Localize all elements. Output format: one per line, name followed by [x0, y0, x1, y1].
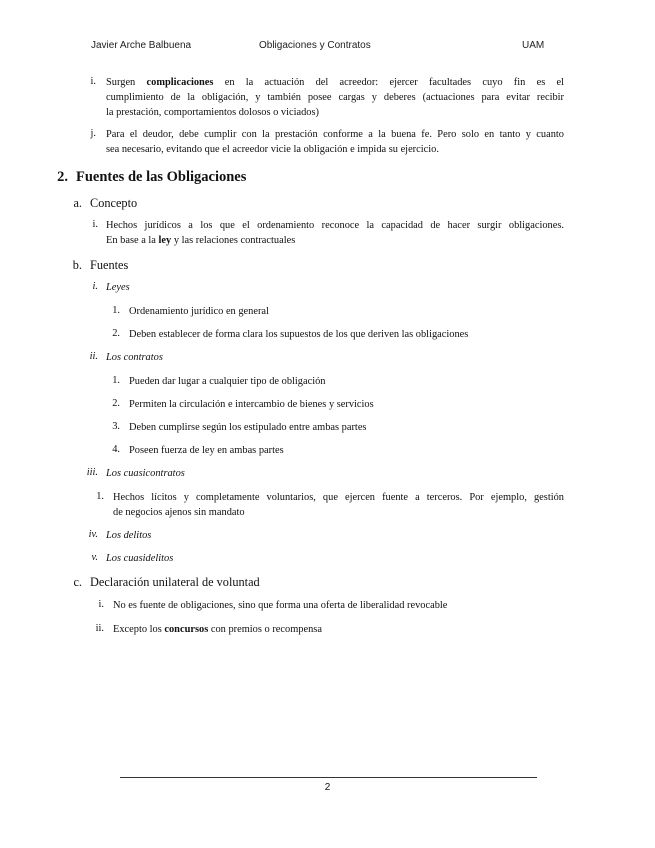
subsection-title: Fuentes — [90, 258, 129, 272]
paragraph-line: de negocios ajenos sin mandato — [113, 507, 245, 518]
paragraph-line: la prestación, comportamientos dolosos o viciados) — [106, 107, 319, 118]
bold-term: ley — [158, 235, 172, 246]
footer-divider — [120, 777, 537, 778]
list-marker: ii. — [89, 351, 98, 362]
subsection-marker: a. — [73, 196, 82, 210]
list-item: Deben cumplirse según los estipulado entre ambas partes — [129, 422, 367, 433]
paragraph-line: sea necesario, evitando que el acreedor vicie la obligación e impida su ejercicio. — [106, 144, 439, 155]
list-marker: 1. — [112, 305, 120, 316]
list-item: Poseen fuerza de ley en ambas partes — [129, 445, 284, 456]
list-item: Pueden dar lugar a cualquier tipo de obligación — [129, 376, 326, 387]
paragraph-line: Hechos jurídicos a los que el ordenamiento reconoce la capacidad de hacer surgir obligaciones. — [106, 220, 564, 231]
header-author: Javier Arche Balbuena — [91, 40, 192, 51]
list-item: Permiten la circulación e intercambio de bienes y servicios — [129, 399, 374, 410]
list-marker: j. — [90, 128, 96, 139]
list-marker: 2. — [112, 398, 120, 409]
paragraph-line: Para el deudor, debe cumplir con la prestación conforme a la buena fe. Pero solo en tanto y cuanto — [106, 129, 564, 140]
subheading-italic: Los cuasidelitos — [106, 553, 174, 564]
subheading-italic: Los delitos — [106, 530, 152, 541]
list-marker: i. — [98, 599, 104, 610]
paragraph-line: cumplimiento de la obligación, y también posee cargas y deberes (actuaciones para evitar recibir — [106, 92, 564, 103]
list-marker: 1. — [96, 491, 104, 502]
page-number: 2 — [324, 782, 331, 793]
list-marker: ii. — [95, 623, 104, 634]
section-number: 2. — [57, 169, 68, 185]
header-title: Obligaciones y Contratos — [259, 40, 371, 51]
subsection-title: Concepto — [90, 196, 138, 210]
paragraph-line: Surgen complicaciones en la actuación del acreedor: ejercer facultades cuyo fin es el — [106, 77, 564, 88]
list-item: Excepto los concursos con premios o recompensa — [113, 624, 322, 635]
list-marker: 4. — [112, 444, 120, 455]
subheading-italic: Los cuasicontratos — [106, 468, 185, 479]
list-marker: iv. — [88, 529, 98, 540]
header-institution: UAM — [522, 40, 545, 51]
list-item: No es fuente de obligaciones, sino que forma una oferta de liberalidad revocable — [113, 600, 448, 611]
list-marker: i. — [90, 76, 96, 87]
list-marker: iii. — [86, 467, 98, 478]
list-marker: 3. — [112, 421, 120, 432]
bold-term: concursos — [164, 624, 209, 635]
list-marker: v. — [91, 552, 98, 563]
paragraph-line: Hechos lícitos y completamente voluntarios, que ejercen fuente a terceros. Por ejemplo, gestión — [113, 492, 564, 503]
section-title: Fuentes de las Obligaciones — [76, 169, 247, 185]
subsection-marker: b. — [72, 258, 82, 272]
paragraph-line: En base a la ley y las relaciones contractuales — [106, 235, 296, 246]
list-marker: 2. — [112, 328, 120, 339]
subheading-italic: Leyes — [106, 282, 130, 293]
subsection-title: Declaración unilateral de voluntad — [90, 575, 260, 589]
list-marker: i. — [92, 281, 98, 292]
list-item: Deben establecer de forma clara los supuestos de los que deriven las obligaciones — [129, 329, 469, 340]
list-item: Ordenamiento jurídico en general — [129, 306, 269, 317]
subheading-italic: Los contratos — [106, 352, 163, 363]
subsection-marker: c. — [73, 575, 82, 589]
page-header — [0, 40, 655, 54]
list-marker: 1. — [112, 375, 120, 386]
list-marker: i. — [92, 219, 98, 230]
bold-term: complicaciones — [146, 77, 214, 88]
